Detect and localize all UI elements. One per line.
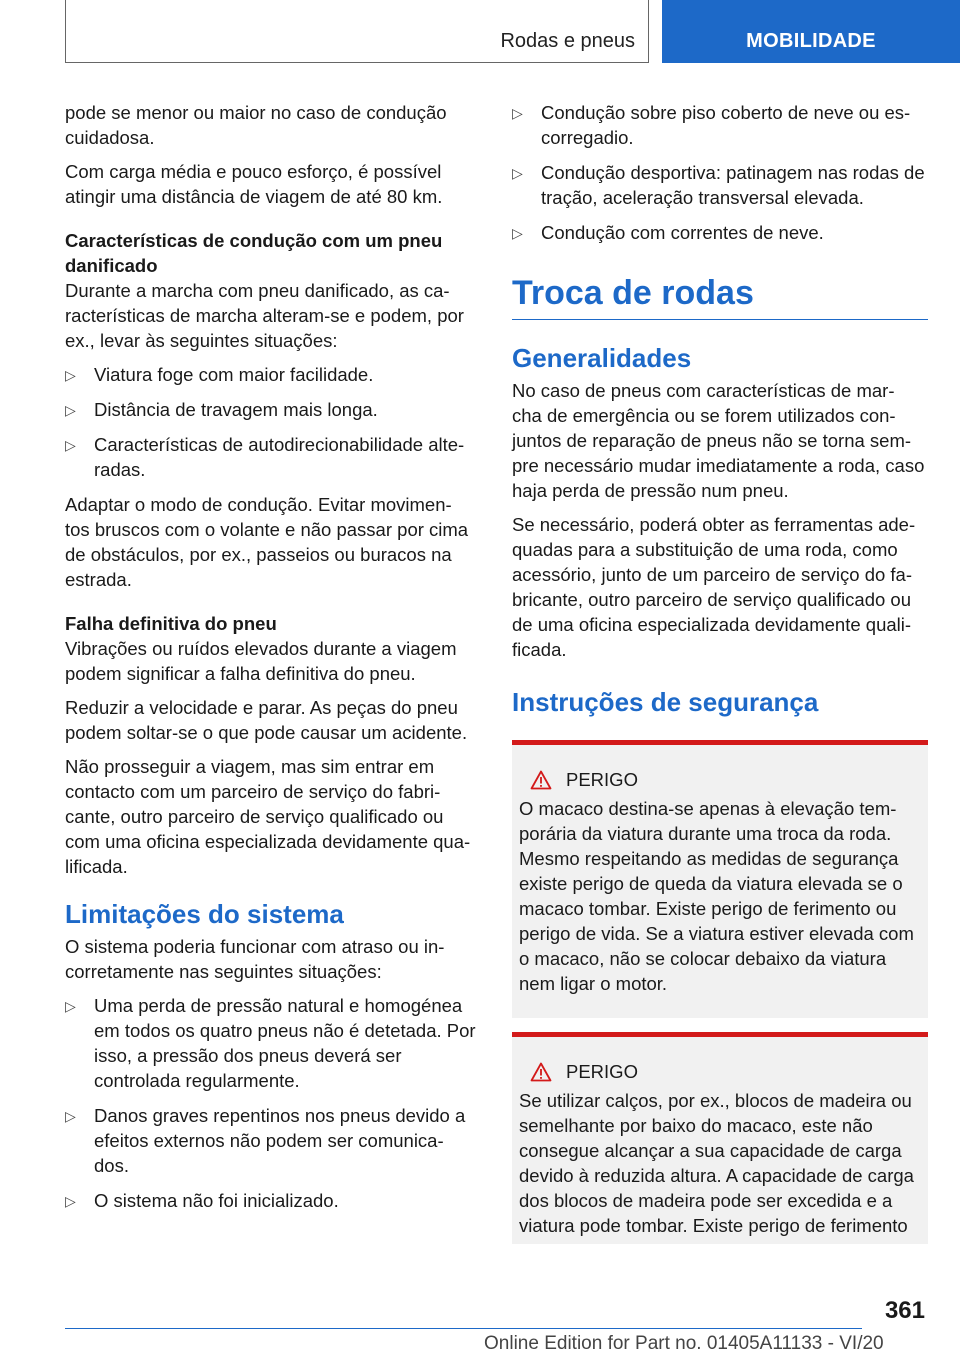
paragraph: Durante a marcha com pneu danificado, as ca‐ racterísticas de marcha alteram-se e podem, por ex., levar às seguintes situações: [65, 280, 464, 351]
paragraph: Reduzir a velocidade e parar. As peças do pneu podem soltar-se o que pode causar um acidente. [65, 697, 468, 743]
right-column [512, 100, 928, 1258]
chapter-tab[interactable] [662, 0, 960, 63]
warning-title: PERIGO [566, 1061, 638, 1082]
list-item: ▷ Condução sobre piso coberto de neve ou es‐ corregadio. [512, 102, 911, 148]
list-item: ▷ Condução com correntes de neve. [512, 220, 928, 245]
section-heading: Limitações do sistema [65, 899, 344, 929]
list-item: ▷ Distância de travagem mais longa. [65, 397, 479, 422]
bullet-triangle-icon: ▷ [512, 165, 523, 181]
warning-title: PERIGO [566, 769, 638, 790]
paragraph: No caso de pneus com características de mar‐ cha de emergência ou se forem utilizados con‐ juntos de reparação de pneus não se torna sem‐ pre necessário mudar imediatamente a roda, caso haja perda de pressão num pneu. [512, 380, 925, 501]
bullet-list [65, 362, 479, 482]
paragraph: Adaptar o modo de condução. Evitar movimen‐ tos bruscos com o volante e não passar por cima de obstáculos, por ex., passeios ou buracos na estrada. [65, 494, 469, 590]
chapter-label: MOBILIDADE [746, 30, 876, 52]
paragraph: Se necessário, poderá obter as ferramentas ade‐ quadas para a substituição de uma roda, como acessório, junto de um parceiro de serviço do fa‐ bricante, outro parceiro de serviço qualificado ou de uma oficina especializada devidamente quali‐ ficada. [512, 514, 916, 660]
list-item: ▷ Danos graves repentinos nos pneus devido a efeitos externos não podem ser comunica‐ dos. [65, 1105, 466, 1176]
subheading: Características de condução com um pneu danificado [65, 230, 443, 276]
warning-header [519, 767, 920, 792]
danger-warning-box [512, 740, 928, 1018]
list-item: ▷ Uma perda de pressão natural e homogénea em todos os quatro pneus não é detetada. Por isso, a pressão dos pneus deverá ser controlada regularmente. [65, 995, 476, 1091]
bullet-triangle-icon: ▷ [65, 1108, 76, 1124]
list-item: ▷ O sistema não foi inicializado. [65, 1188, 479, 1213]
section-heading: Instruções de segurança [512, 687, 819, 717]
chapter-heading: Troca de rodas [512, 273, 928, 320]
paragraph: Com carga média e pouco esforço, é possível atingir uma distância de viagem de até 80 km. [65, 161, 443, 207]
bullet-triangle-icon: ▷ [65, 437, 76, 453]
paragraph: O sistema poderia funcionar com atraso ou in‐ corretamente nas seguintes situações: [65, 936, 445, 982]
bullet-triangle-icon: ▷ [512, 105, 523, 121]
bullet-triangle-icon: ▷ [65, 1193, 76, 1209]
bullet-list [65, 993, 479, 1213]
bullet-list [512, 100, 928, 245]
warning-triangle-icon [530, 770, 552, 790]
list-item: ▷ Características de autodirecionabilidade alte‐ radas. [65, 434, 465, 480]
bullet-triangle-icon: ▷ [512, 225, 523, 241]
subheading: Falha definitiva do pneu [65, 613, 277, 634]
bullet-triangle-icon: ▷ [65, 367, 76, 383]
edition-footer: Online Edition for Part no. 01405A11133 - VI/20 [484, 1333, 884, 1354]
paragraph: Vibrações ou ruídos elevados durante a viagem podem significar a falha definitiva do pneu. [65, 638, 457, 684]
section-heading: Generalidades [512, 343, 692, 373]
footer-divider [65, 1328, 862, 1329]
paragraph: Não prosseguir a viagem, mas sim entrar em contacto com um parceiro de serviço do fabri‐ cante, outro parceiro de serviço qualificado ou com uma oficina especializada devidamente qua‐ lificada. [65, 756, 471, 877]
list-item: ▷ Condução desportiva: patinagem nas rodas de tração, aceleração transversal elevada. [512, 162, 925, 208]
danger-warning-box [512, 1032, 928, 1244]
bullet-triangle-icon: ▷ [65, 998, 76, 1014]
warning-text: O macaco destina-se apenas à elevação tem‐ porária da viatura durante uma troca da roda. Mesmo respeitando as medidas de segurança existe perigo de queda da viatura elevada se o macaco tombar. Existe perigo de ferimento ou perigo de vida. Se a viatura estiver elevada com o macaco, não se colocar debaixo da viatura nem ligar o motor. [519, 798, 914, 994]
warning-header [519, 1059, 920, 1084]
left-column [65, 100, 479, 1223]
warning-triangle-icon [530, 1062, 552, 1082]
page-number: 361 [884, 1297, 925, 1324]
paragraph: pode se menor ou maior no caso de condução cuidadosa. [65, 102, 447, 148]
list-item: ▷ Viatura foge com maior facilidade. [65, 362, 479, 387]
warning-text: Se utilizar calços, por ex., blocos de madeira ou semelhante por baixo do macaco, este não consegue alcançar a sua capacidade de carga devido à reduzida altura. A capacidade de carga dos blocos de madeira pode ser excedida e a viatura pode tombar. Existe perigo de ferimento [519, 1090, 914, 1236]
section-title: Rodas e pneus [500, 30, 635, 52]
bullet-triangle-icon: ▷ [65, 402, 76, 418]
